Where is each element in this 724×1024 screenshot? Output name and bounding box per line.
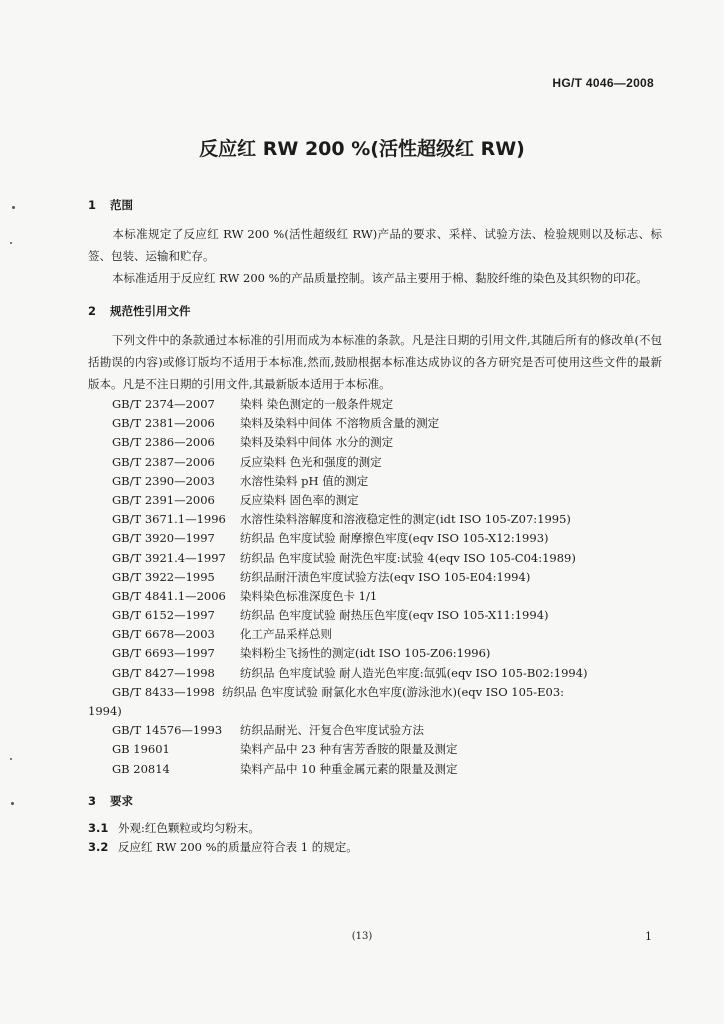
scan-mark	[10, 242, 12, 244]
reference-list-continued	[88, 721, 662, 779]
reference-code: GB/T 14576—1993	[112, 723, 223, 738]
reference-item	[88, 625, 662, 644]
reference-title: 反应染料 固色率的测定	[240, 492, 359, 507]
requirements-list	[88, 819, 662, 857]
reference-code: GB/T 2391—2006	[112, 492, 215, 507]
reference-title: 染料产品中 10 种重金属元素的限量及测定	[240, 761, 458, 776]
reference-item	[88, 664, 662, 683]
reference-item	[88, 760, 662, 779]
reference-title: 染料产品中 23 种有害芳香胺的限量及测定	[240, 742, 458, 757]
reference-item	[88, 510, 662, 529]
reference-code: GB/T 6678—2003	[112, 627, 215, 642]
reference-item	[88, 644, 662, 663]
reference-item	[88, 433, 662, 452]
reference-title: 水溶性染料溶解度和溶液稳定性的测定(idt ISO 105-Z07:1995)	[240, 512, 571, 527]
reference-title: 纺织品 色牢度试验 耐氯化水色牢度(游泳池水)(eqv ISO 105-E03:	[222, 684, 565, 699]
reference-title: 纺织品 色牢度试验 耐摩擦色牢度(eqv ISO 105-X12:1993)	[240, 531, 549, 546]
section-title: 规范性引用文件	[110, 304, 191, 318]
reference-item	[88, 472, 662, 491]
reference-code: GB/T 4841.1—2006	[112, 588, 226, 603]
reference-title-continued: 1994)	[88, 704, 122, 719]
reference-code: GB/T 3920—1997	[112, 531, 215, 546]
reference-code: GB/T 2374—2007	[112, 397, 215, 411]
reference-title: 染料粉尘飞扬性的测定(idt ISO 105-Z06:1996)	[240, 646, 491, 661]
section-1-heading	[88, 196, 662, 214]
reference-code: GB/T 3921.4—1997	[112, 550, 226, 565]
scan-mark	[10, 758, 12, 760]
section-2-heading	[88, 302, 662, 320]
section-title: 要求	[110, 793, 133, 808]
reference-code: GB/T 6693—1997	[112, 646, 215, 661]
reference-title: 纺织品 色牢度试验 耐热压色牢度(eqv ISO 105-X11:1994)	[240, 608, 549, 623]
scope-paragraph-1: 本标准规定了反应红 RW 200 %(活性超级红 RW)产品的要求、采样、试验方法、检验规则以及标志、标签、包装、运输和贮存。	[88, 227, 662, 263]
scan-mark	[11, 802, 14, 805]
reference-title: 水溶性染料 pH 值的测定	[240, 473, 369, 488]
references-intro: 下列文件中的条款通过本标准的引用而成为本标准的条款。凡是注日期的引用文件,其随后所有的修改单(不包括勘误的内容)或修订版均不适用于本标准,然而,鼓励根据本标准达成协议的各方研究是否可使用这些文件的最新版本。凡是不注日期的引用文件,其最新版本适用于本标准。	[88, 333, 662, 391]
reference-title: 反应染料 色光和强度的测定	[240, 454, 382, 469]
reference-title: 染料染色标准深度色卡 1/1	[240, 588, 378, 603]
reference-item	[88, 721, 662, 740]
reference-item	[88, 395, 662, 414]
reference-item	[88, 740, 662, 759]
reference-title: 纺织品耐汗渍色牢度试验方法(eqv ISO 105-E04:1994)	[240, 569, 531, 584]
requirement-item	[88, 838, 662, 857]
page-number: 1	[645, 930, 652, 943]
reference-item	[88, 683, 662, 721]
scope-paragraph-2: 本标准适用于反应红 RW 200 %的产品质量控制。该产品主要用于棉、黏胶纤维的染色及其织物的印花。	[112, 271, 648, 285]
reference-code: GB/T 3671.1—1996	[112, 512, 226, 527]
reference-item	[88, 587, 662, 606]
reference-title: 化工产品采样总则	[240, 627, 332, 642]
section-3-heading	[88, 792, 662, 810]
reference-item	[88, 549, 662, 568]
reference-code: GB/T 2387—2006	[112, 454, 215, 469]
reference-item	[88, 414, 662, 433]
reference-code: GB/T 6152—1997	[112, 608, 215, 623]
clause-text: 反应红 RW 200 %的质量应符合表 1 的规定。	[118, 839, 358, 854]
document-body	[88, 196, 662, 857]
reference-code: GB 19601	[112, 742, 170, 757]
reference-item	[88, 568, 662, 587]
reference-title: 纺织品 色牢度试验 耐洗色牢度:试验 4(eqv ISO 105-C04:1989)	[240, 550, 576, 565]
scan-mark	[12, 206, 15, 209]
standard-number: HG/T 4046—2008	[552, 76, 654, 90]
page-code: (13)	[351, 931, 373, 942]
reference-title: 纺织品耐光、汗复合色牢度试验方法	[240, 723, 424, 738]
section-title: 范围	[110, 198, 133, 212]
reference-item	[88, 491, 662, 510]
clause-text: 外观:红色颗粒或均匀粉末。	[118, 820, 260, 835]
reference-item	[88, 529, 662, 548]
reference-item	[88, 606, 662, 625]
reference-code: GB/T 2386—2006	[112, 435, 215, 450]
reference-code: GB/T 8427—1998	[112, 665, 215, 680]
clause-number: 3.1	[88, 820, 109, 835]
reference-code: GB/T 2381—2006	[112, 416, 215, 431]
clause-number: 3.2	[88, 839, 109, 854]
reference-title: 染料及染料中间体 水分的测定	[240, 435, 394, 450]
requirement-item	[88, 819, 662, 838]
reference-code: GB/T 2390—2003	[112, 473, 215, 488]
reference-title: 染料 染色测定的一般条件规定	[240, 397, 394, 411]
reference-title: 纺织品 色牢度试验 耐人造光色牢度:氙弧(eqv ISO 105-B02:1994)	[240, 665, 588, 680]
reference-code: GB/T 3922—1995	[112, 569, 215, 584]
reference-item	[88, 453, 662, 472]
reference-list	[88, 395, 662, 683]
reference-code: GB/T 8433—1998	[112, 684, 215, 699]
document-title: 反应红 RW 200 %(活性超级红 RW)	[199, 138, 525, 160]
reference-title: 染料及染料中间体 不溶物质含量的测定	[240, 416, 440, 431]
section-number: 1	[88, 198, 97, 212]
section-number: 2	[88, 304, 97, 318]
section-number: 3	[88, 793, 97, 808]
reference-code: GB 20814	[112, 761, 170, 776]
